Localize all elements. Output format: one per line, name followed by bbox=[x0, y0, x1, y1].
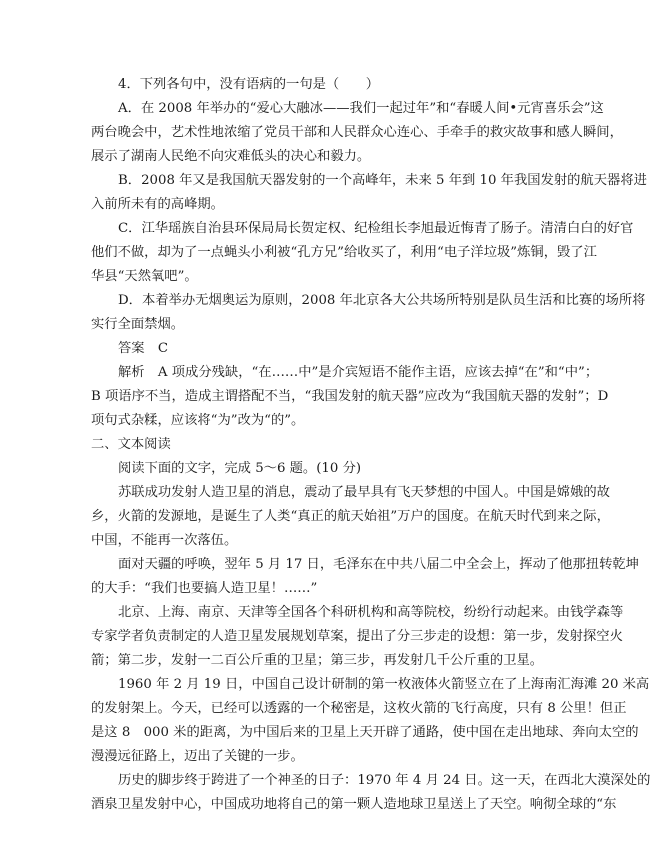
question-4-stem: 4．下列各句中，没有语病的一句是（ ） bbox=[118, 77, 380, 92]
passage-line: 历史的脚步终于跨进了一个神圣的日子：1970 年 4 月 24 日。这一天，在西北大漠深处的 bbox=[118, 773, 650, 788]
passage-line: 箭；第二步，发射一二百公斤重的卫星；第三步，再发射几千公斤重的卫星。 bbox=[91, 653, 544, 668]
passage-line: 苏联成功发射人造卫星的消息，震动了最早具有飞天梦想的中国人。中国是嫦娥的故 bbox=[118, 485, 610, 500]
option-a-line: 两台晚会中，艺术性地浓缩了党员干部和人民群众心连心、手牵手的救灾故事和感人瞬间， bbox=[91, 125, 623, 140]
passage-line: 专家学者负责制定的人造卫星发展规划草案，提出了分三步走的设想：第一步，发射探空火 bbox=[91, 629, 623, 644]
option-d-line: 实行全面禁烟。 bbox=[91, 317, 185, 332]
passage-line: 1960 年 2 月 19 日，中国自己设计研制的第一枚液体火箭竖立在了上海南汇海滩 20 米高 bbox=[118, 677, 650, 692]
section-heading: 二、文本阅读 bbox=[91, 437, 171, 452]
option-c-line: C．江华瑶族自治县环保局局长贺定权、纪检组长李旭最近悔青了肠子。清清白白的好官 bbox=[118, 221, 634, 236]
passage-line: 的发射架上。今天，已经可以透露的一个秘密是，这枚火箭的飞行高度，只有 8 公里！但正 bbox=[91, 701, 627, 716]
option-d-line: D．本着举办无烟奥运为原则，2008 年北京各大公共场所特别是队员生活和比赛的场所将 bbox=[118, 293, 646, 308]
passage-line: 是这 8 000 米的距离，为中国后来的卫星上天开辟了通路，使中国在走出地球、奔向太空的 bbox=[91, 725, 639, 740]
option-a-line: 展示了湖南人民绝不向灾难低头的决心和毅力。 bbox=[91, 149, 371, 164]
passage-line: 乡，火箭的发源地，是诞生了人类“真正的航天始祖”万户的国度。在航天时代到来之际， bbox=[91, 509, 610, 524]
passage-line: 的大手：“我们也要搞人造卫星！……” bbox=[91, 581, 318, 596]
passage-line: 中国，不能再一次落伍。 bbox=[91, 533, 238, 548]
option-b-line: 入前所未有的高峰期。 bbox=[91, 197, 224, 212]
passage-line: 北京、上海、南京、天津等全国各个科研机构和高等院校，纷纷行动起来。由钱学森等 bbox=[118, 605, 624, 620]
answer-line: 答案 C bbox=[118, 341, 169, 356]
analysis-line: 解析 A 项成分残缺，“在……中”是介宾短语不能作主语，应该去掉“在”和“中”； bbox=[118, 365, 599, 380]
passage-line: 酒泉卫星发射中心，中国成功地将自己的第一颗人造地球卫星送上了天空。响彻全球的“东 bbox=[91, 797, 617, 812]
option-c-line: 他们不做，却为了一点蝇头小利被“孔方兄”给收买了，利用“电子洋垃圾”炼铜，毁了江 bbox=[91, 245, 597, 260]
section-instruction: 阅读下面的文字，完成 5～6 题。(10 分) bbox=[118, 461, 362, 476]
passage-line: 面对天疆的呼唤，翌年 5 月 17 日，毛泽东在中共八届二中全会上，挥动了他那扭转乾坤 bbox=[118, 557, 639, 572]
passage-line: 漫漫远征路上，迈出了关键的一步。 bbox=[91, 749, 304, 764]
analysis-line: B 项语序不当，造成主谓搭配不当，“我国发射的航天器”应改为“我国航天器的发射”；D bbox=[91, 389, 609, 404]
option-c-line: 华县“天然氧吧”。 bbox=[91, 269, 198, 284]
option-b-line: B．2008 年又是我国航天器发射的一个高峰年，未来 5 年到 10 年我国发射的航天器将进 bbox=[118, 173, 647, 188]
analysis-line: 项句式杂糅，应该将“为”改为“的”。 bbox=[91, 413, 305, 428]
option-a-line: A．在 2008 年举办的“爱心大融冰——我们一起过年”和“春暖人间•元宵喜乐会”这 bbox=[118, 101, 604, 116]
